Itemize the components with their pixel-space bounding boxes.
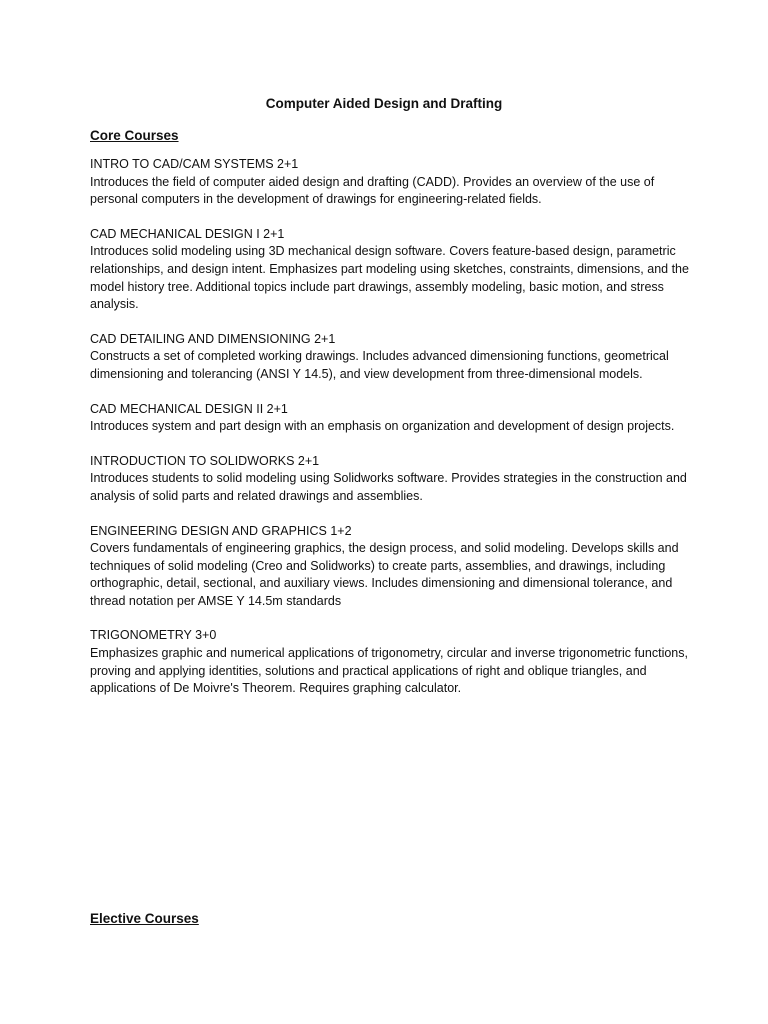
- course-title: INTRO TO CAD/CAM SYSTEMS 2+1: [90, 157, 299, 171]
- course-description: Introduces system and part design with an emphasis on organization and development of design projects.: [90, 419, 675, 434]
- course-entry: [90, 226, 690, 314]
- course-entry: [90, 401, 690, 436]
- core-course-list: [90, 156, 690, 715]
- course-title: TRIGONOMETRY 3+0: [90, 628, 217, 643]
- elective-courses-heading: Elective Courses: [90, 911, 199, 926]
- course-description: Introduces the field of computer aided design and drafting (CADD). Provides an overview of the use of personal computers in the development of drawings for engineering-related fields.: [90, 174, 655, 207]
- course-title: CAD DETAILING AND DIMENSIONING 2+1: [90, 331, 336, 346]
- course-description: Constructs a set of completed working drawings. Includes advanced dimensioning functions, geometrical dimensioning and tolerancing (ANSI Y 14.5), and view development from three-dimensional models.: [90, 349, 669, 381]
- course-entry: [90, 331, 690, 384]
- course-description: Covers fundamentals of engineering graphics, the design process, and solid modeling. Develops skills and techniques of solid modeling (Creo and Solidworks) to create parts, assemblies, and drawings, including orthographic, detail, sectional, and auxiliary views. Includes dimensioning and dimensional tolerance, and thread notation per AMSE Y 14.5m standards: [90, 541, 679, 608]
- core-courses-heading: Core Courses: [90, 128, 179, 143]
- course-description: Introduces solid modeling using 3D mechanical design software. Covers feature-based design, parametric relationships, and design intent. Emphasizes part modeling using sketches, constraints, dimensions, and the model history tree. Additional topics include part drawings, assembly modeling, basic motion, and stress analysis.: [90, 244, 689, 312]
- course-title: CAD MECHANICAL DESIGN I 2+1: [90, 226, 285, 241]
- course-entry: [90, 156, 690, 209]
- course-title: ENGINEERING DESIGN AND GRAPHICS 1+2: [90, 523, 352, 538]
- course-entry: [90, 523, 690, 611]
- course-entry: [90, 453, 690, 506]
- document-title: Computer Aided Design and Drafting: [265, 96, 503, 111]
- course-description: Emphasizes graphic and numerical applications of trigonometry, circular and inverse trigonometric functions, proving and applying identities, solutions and practical applications of right and oblique triangles, and applications of De Moivre's Theorem. Requires graphing calculator.: [90, 646, 688, 696]
- course-title: CAD MECHANICAL DESIGN II 2+1: [90, 401, 288, 416]
- course-title: INTRODUCTION TO SOLIDWORKS 2+1: [90, 453, 320, 468]
- course-description: Introduces students to solid modeling using Solidworks software. Provides strategies in the construction and analysis of solid parts and related drawings and assemblies.: [90, 471, 687, 503]
- course-entry: [90, 627, 690, 697]
